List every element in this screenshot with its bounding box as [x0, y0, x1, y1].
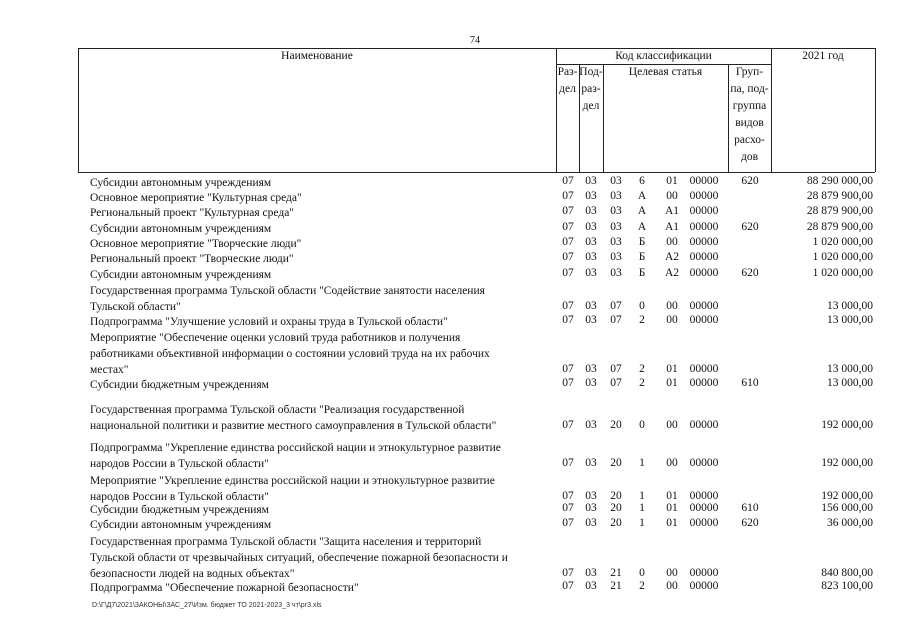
table-row: [0, 580, 905, 595]
cell-t2: 2: [639, 314, 645, 326]
cell-t4: 00000: [689, 517, 719, 529]
table-row: [0, 377, 905, 392]
cell-t1: 07: [610, 377, 622, 389]
cell-r: 07: [562, 314, 574, 326]
row-name: Субсидии автономным учреждениям: [90, 519, 272, 531]
row-name: Мероприятие "Укрепление единства российской нации и этнокультурное развитие народов России в Тульской области": [90, 475, 495, 503]
cell-r: 07: [562, 457, 574, 469]
table-row: [0, 221, 905, 236]
cell-p: 03: [585, 175, 597, 187]
cell-r: 07: [562, 377, 574, 389]
cell-r: 07: [562, 267, 574, 279]
cell-amount: 1 020 000,00: [812, 251, 873, 263]
cell-p: 03: [585, 190, 597, 202]
cell-t4: 00000: [689, 314, 719, 326]
cell-t4: 00000: [689, 300, 719, 312]
cell-amount: 28 879 900,00: [806, 190, 873, 202]
cell-t2: Б: [638, 236, 646, 248]
cell-t3: 01: [666, 363, 678, 375]
header-name: Наименование: [281, 50, 353, 62]
cell-t4: 00000: [689, 236, 719, 248]
cell-t2: 0: [639, 567, 645, 579]
cell-p: 03: [585, 377, 597, 389]
cell-t1: 03: [610, 175, 622, 187]
cell-amount: 192 000,00: [821, 457, 873, 469]
cell-t2: 2: [639, 580, 645, 592]
cell-t3: 00: [666, 580, 678, 592]
cell-t4: 00000: [689, 267, 719, 279]
table-row: [0, 190, 905, 205]
cell-p: 03: [585, 314, 597, 326]
cell-t2: 1: [639, 517, 645, 529]
row-name: Основное мероприятие "Культурная среда": [90, 192, 302, 204]
cell-amount: 36 000,00: [827, 517, 873, 529]
cell-t3: 01: [666, 502, 678, 514]
cell-t3: 00: [666, 236, 678, 248]
cell-r: 07: [562, 251, 574, 263]
row-name: Региональный проект "Творческие люди": [90, 253, 294, 265]
row-name: Субсидии автономным учреждениям: [90, 269, 272, 281]
cell-t4: 00000: [689, 221, 719, 233]
cell-r: 07: [562, 236, 574, 248]
cell-t3: 01: [666, 490, 678, 502]
cell-p: 03: [585, 517, 597, 529]
cell-t4: 00000: [689, 175, 719, 187]
table-row: [0, 283, 905, 315]
cell-amount: 823 100,00: [821, 580, 873, 592]
cell-amount: 28 879 900,00: [806, 205, 873, 217]
table-row: [0, 517, 905, 532]
cell-t3: А1: [664, 221, 680, 233]
cell-g: 610: [741, 377, 759, 389]
cell-amount: 156 000,00: [821, 502, 873, 514]
row-name: Субсидии бюджетным учреждениям: [90, 379, 269, 391]
cell-t1: 20: [610, 517, 622, 529]
cell-g: 610: [741, 502, 759, 514]
row-name: Субсидии автономным учреждениям: [90, 177, 272, 189]
cell-t1: 21: [610, 567, 622, 579]
cell-t2: А: [637, 190, 647, 202]
cell-t2: 0: [639, 300, 645, 312]
cell-t4: 00000: [689, 190, 719, 202]
cell-t2: 2: [639, 377, 645, 389]
cell-t2: 1: [639, 490, 645, 502]
cell-t1: 03: [610, 190, 622, 202]
cell-r: 07: [562, 175, 574, 187]
header-podrazdel: Под- раз- дел: [579, 66, 603, 112]
cell-p: 03: [585, 419, 597, 431]
cell-t1: 03: [610, 236, 622, 248]
cell-t4: 00000: [689, 419, 719, 431]
cell-amount: 13 000,00: [827, 300, 873, 312]
cell-r: 07: [562, 300, 574, 312]
table-row: [0, 251, 905, 266]
cell-t4: 00000: [689, 251, 719, 263]
cell-amount: 28 879 900,00: [806, 221, 873, 233]
cell-t1: 03: [610, 251, 622, 263]
row-name: Государственная программа Тульской области "Реализация государственной национальной политики и развитие местного самоуправления в Тульской области": [90, 404, 497, 432]
cell-t1: 21: [610, 580, 622, 592]
cell-r: 07: [562, 205, 574, 217]
cell-r: 07: [562, 490, 574, 502]
cell-r: 07: [562, 419, 574, 431]
cell-p: 03: [585, 221, 597, 233]
cell-p: 03: [585, 267, 597, 279]
cell-p: 03: [585, 300, 597, 312]
table-row: [0, 473, 905, 505]
cell-p: 03: [585, 251, 597, 263]
row-name: Субсидии бюджетным учреждениям: [90, 504, 269, 516]
cell-g: 620: [741, 267, 759, 279]
cell-t2: 1: [639, 457, 645, 469]
table-row: [0, 440, 905, 472]
header-group: Груп- па, под- группа видов расхо- дов: [730, 66, 769, 163]
cell-t4: 00000: [689, 567, 719, 579]
cell-g: 620: [741, 517, 759, 529]
cell-t3: 01: [666, 377, 678, 389]
cell-p: 03: [585, 363, 597, 375]
cell-t4: 00000: [689, 363, 719, 375]
table-row: [0, 236, 905, 251]
cell-t2: 1: [639, 502, 645, 514]
table-row: [0, 330, 905, 378]
cell-t3: 01: [666, 517, 678, 529]
cell-amount: 13 000,00: [827, 363, 873, 375]
cell-t3: 01: [666, 175, 678, 187]
header-target: Целевая статья: [628, 66, 703, 78]
row-name: Основное мероприятие "Творческие люди": [90, 238, 302, 250]
table-row: [0, 314, 905, 329]
cell-amount: 1 020 000,00: [812, 236, 873, 248]
cell-amount: 840 800,00: [821, 567, 873, 579]
cell-r: 07: [562, 221, 574, 233]
cell-t1: 07: [610, 363, 622, 375]
row-name: Государственная программа Тульской области "Защита населения и территорий Тульской области от чрезвычайных ситуаций, обеспечение пожарной безопасности и безопасности людей на водных объектах": [90, 536, 508, 580]
cell-t3: 00: [666, 457, 678, 469]
cell-t4: 00000: [689, 580, 719, 592]
table-row: [0, 267, 905, 282]
cell-t1: 07: [610, 314, 622, 326]
file-path: D:\Г\Д7\2021\ЗАКОНЫ\ЗАС_27\Изм. бюджет ТО 2021-2023_3 чт\рг3.xls: [92, 602, 322, 609]
cell-t2: А: [637, 205, 647, 217]
cell-t3: 00: [666, 300, 678, 312]
cell-amount: 13 000,00: [827, 314, 873, 326]
page-number: 74: [470, 35, 480, 46]
cell-t2: 2: [639, 363, 645, 375]
cell-g: 620: [741, 221, 759, 233]
cell-t3: 00: [666, 190, 678, 202]
cell-t4: 00000: [689, 377, 719, 389]
cell-r: 07: [562, 190, 574, 202]
cell-p: 03: [585, 490, 597, 502]
cell-g: 620: [741, 175, 759, 187]
cell-amount: 88 290 000,00: [806, 175, 873, 187]
cell-t2: Б: [638, 267, 646, 279]
header-code: Код классификации: [615, 50, 712, 62]
cell-t1: 20: [610, 502, 622, 514]
row-name: Субсидии автономным учреждениям: [90, 223, 272, 235]
table-row: [0, 175, 905, 190]
table-row: [0, 534, 905, 582]
cell-amount: 13 000,00: [827, 377, 873, 389]
row-name: Подпрограмма "Обеспечение пожарной безопасности": [90, 582, 359, 594]
header-razdel: Раз- дел: [557, 66, 578, 95]
cell-r: 07: [562, 363, 574, 375]
cell-r: 07: [562, 517, 574, 529]
table-row: [0, 402, 905, 434]
cell-t1: 03: [610, 221, 622, 233]
cell-p: 03: [585, 236, 597, 248]
cell-amount: 1 020 000,00: [812, 267, 873, 279]
cell-t1: 03: [610, 205, 622, 217]
cell-t2: 0: [639, 419, 645, 431]
cell-amount: 192 000,00: [821, 490, 873, 502]
cell-r: 07: [562, 502, 574, 514]
cell-t3: А2: [664, 251, 680, 263]
table-row: [0, 502, 905, 517]
cell-t4: 00000: [689, 502, 719, 514]
cell-t3: 00: [666, 419, 678, 431]
cell-r: 07: [562, 567, 574, 579]
cell-t3: 00: [666, 567, 678, 579]
cell-p: 03: [585, 205, 597, 217]
cell-t1: 07: [610, 300, 622, 312]
cell-t4: 00000: [689, 457, 719, 469]
cell-t1: 20: [610, 419, 622, 431]
cell-t4: 00000: [689, 490, 719, 502]
cell-t2: А: [637, 221, 647, 233]
row-name: Подпрограмма "Улучшение условий и охраны труда в Тульской области": [90, 316, 448, 328]
row-name: Мероприятие "Обеспечение оценки условий труда работников и получения работниками объективной информации о состоянии условий труда на их рабочих местах": [90, 332, 490, 376]
cell-p: 03: [585, 580, 597, 592]
cell-r: 07: [562, 580, 574, 592]
table-row: [0, 205, 905, 220]
row-name: Региональный проект "Культурная среда": [90, 207, 295, 219]
header-year: 2021 год: [802, 50, 844, 62]
cell-t1: 20: [610, 457, 622, 469]
row-name: Государственная программа Тульской области "Содействие занятости населения Тульской области": [90, 285, 485, 313]
cell-p: 03: [585, 457, 597, 469]
cell-t3: 00: [666, 314, 678, 326]
cell-t1: 20: [610, 490, 622, 502]
cell-t4: 00000: [689, 205, 719, 217]
cell-t3: А1: [664, 205, 680, 217]
cell-t3: А2: [664, 267, 680, 279]
cell-t2: Б: [638, 251, 646, 263]
cell-amount: 192 000,00: [821, 419, 873, 431]
cell-t2: 6: [639, 175, 645, 187]
cell-p: 03: [585, 502, 597, 514]
cell-p: 03: [585, 567, 597, 579]
cell-t1: 03: [610, 267, 622, 279]
row-name: Подпрограмма "Укрепление единства российской нации и этнокультурное развитие народов России в Тульской области": [90, 442, 501, 470]
